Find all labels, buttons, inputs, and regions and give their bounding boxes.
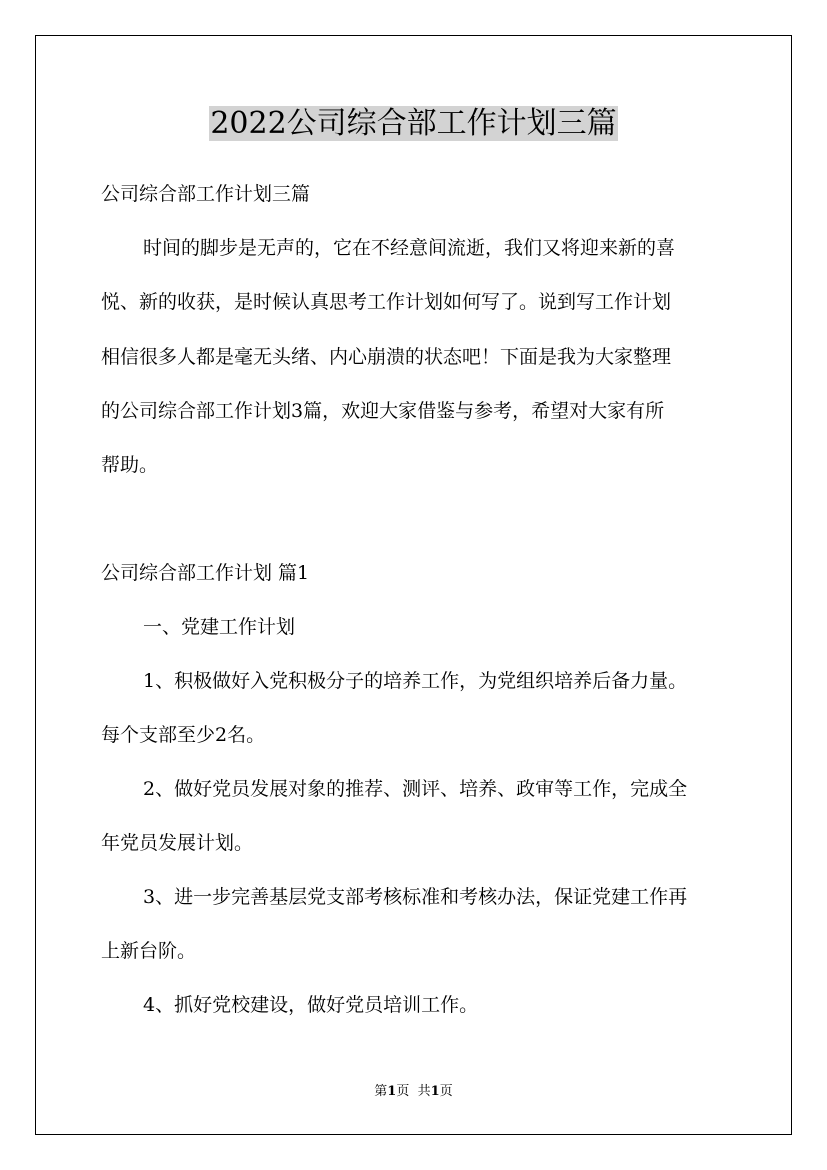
document-subtitle: 公司综合部工作计划三篇 [101,183,311,205]
list-item-3-line-1: 3、进一步完善基层党支部考核标准和考核办法，保证党建工作再 [143,886,688,908]
document-title [0,104,827,144]
intro-line-3: 相信很多人都是毫无头绪、内心崩溃的状态吧！下面是我为大家整理 [101,346,672,368]
list-item-3-line-2: 上新台阶。 [101,940,197,962]
total-label-prefix: 共 [417,1084,431,1099]
page-number: 1 [387,1084,397,1099]
intro-line-1: 时间的脚步是无声的，它在不经意间流逝，我们又将迎来新的喜 [143,237,676,259]
intro-line-4: 的公司综合部工作计划3篇，欢迎大家借鉴与参考，希望对大家有所 [101,400,665,422]
intro-line-5: 帮助。 [101,454,159,476]
list-item-1-line-2: 每个支部至少2名。 [101,724,266,746]
page-footer [0,1083,827,1101]
list-item-2-line-1: 2、做好党员发展对象的推荐、测评、培养、政审等工作，完成全 [143,778,688,800]
page-label-prefix: 第 [374,1084,388,1099]
total-label-suffix: 页 [439,1084,453,1099]
list-item-2-line-2: 年党员发展计划。 [101,832,254,854]
intro-line-2: 悦、新的收获，是时候认真思考工作计划如何写了。说到写工作计划 [101,291,672,313]
list-item-4-line-1: 4、抓好党校建设，做好党员培训工作。 [143,994,479,1016]
total-pages: 1 [430,1084,440,1099]
list-item-1-line-1: 1、积极做好入党积极分子的培养工作，为党组织培养后备力量。 [143,670,688,692]
section-heading: 公司综合部工作计划 篇1 [101,562,310,584]
page-label-suffix: 页 [396,1084,410,1099]
document-title-text: 2022公司综合部工作计划三篇 [210,106,617,141]
subsection-heading: 一、党建工作计划 [143,616,296,638]
